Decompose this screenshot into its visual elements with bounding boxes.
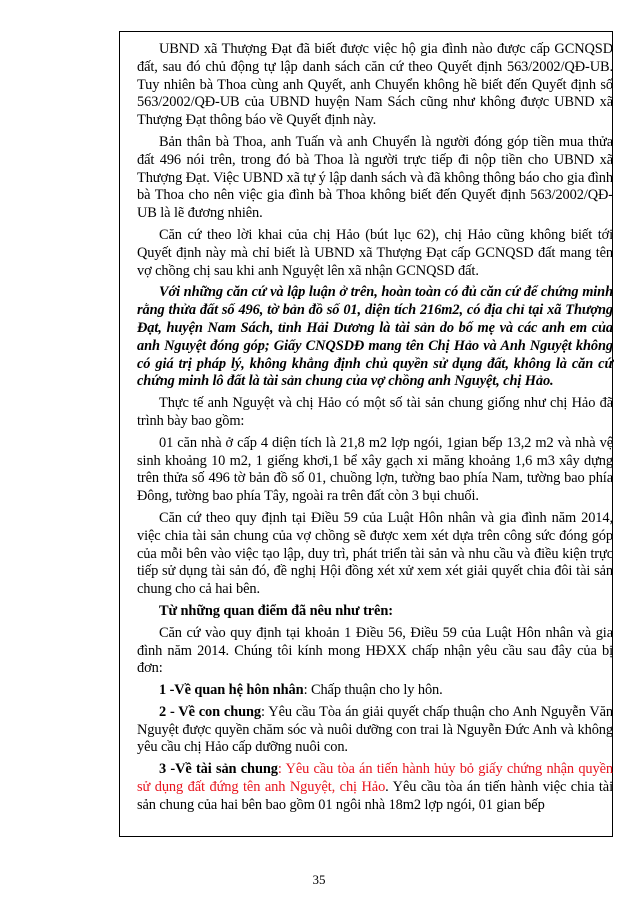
paragraph-common-assets-intro: Thực tế anh Nguyệt và chị Hảo có một số tài sản chung giống như chị Hảo đã trình bày bao gồm:: [137, 395, 613, 429]
child-text: : Yêu cầu Tòa án giải quyết chấp thuận cho Anh Nguyễn Văn Nguyệt được quyền chăm sóc và nuôi dưỡng con trai là Nguyễn Đức Anh và không yêu cầu chị Hảo cấp dưỡng nuôi con.: [137, 703, 613, 756]
assets-red-text: : Yêu cầu tòa án tiến hành hủy bỏ giấy chứng nhận quyền sử dụng đất đứng tên anh Nguyệt, chị Hảo: [137, 761, 613, 796]
paragraph-land-payment: Bản thân bà Thoa, anh Tuấn và anh Chuyển là người đóng góp tiền mua thửa đất 496 nói trên, trong đó bà Thoa là người trực tiếp đi nộp tiền cho UBND xã Thượng Đạt. Việc UBND xã tự ý lập danh sách và đã không thông báo cho gia đình bà Thoa cho nên việc gia đình bà Thoa không biết đến Quyết định 563/2002/QĐ-UB là lẽ đương nhiên.: [137, 133, 613, 222]
assets-text: . Yêu cầu tòa án tiến hành việc chia tài sản chung của hai bên bao gồm 01 ngôi nhà 18m2 lợp ngói, 01 gian bếp: [137, 779, 613, 813]
assets-label: 3 -Về tài sản chung: [159, 761, 278, 778]
child-label: 2 - Về con chung: [159, 703, 262, 720]
paragraph-request-intro: Căn cứ vào quy định tại khoản 1 Điều 56, Điều 59 của Luật Hôn nhân và gia đình năm 2014. Chúng tôi kính mong HĐXX chấp nhận yêu cầu sau đây của bị đơn:: [137, 624, 613, 677]
paragraph-child-request: [137, 704, 613, 757]
paragraph-assets-request: [137, 761, 613, 814]
paragraph-legal-basis: Căn cứ theo quy định tại Điều 59 của Luật Hôn nhân và gia đình năm 2014, việc chia tài sản chung của vợ chồng sẽ được xem xét dựa trên công sức đóng góp của mỗi bên vào việc tạo lập, duy trì, phát triển tài sản và nhu cầu và điều kiện trực tiếp sử dụng tài sản đó, đề nghị Hội đồng xét xử xem xét giải quyết chia đôi tài sản chung cho cả hai bên.: [137, 509, 613, 598]
paragraph-commune-list: UBND xã Thượng Đạt đã biết được việc hộ gia đình nào được cấp GCNQSD đất, sau đó chủ động tự lập danh sách căn cứ theo Quyết định 563/2002/QĐ-UB. Tuy nhiên bà Thoa cùng anh Quyết, anh Chuyển không hề biết đến Quyết định số 563/2002/QĐ-UB của UBND huyện Nam Sách cũng như không được UBND xã Thượng Đạt thông báo về Quyết định này.: [137, 41, 613, 129]
paragraph-assets-list: 01 căn nhà ở cấp 4 diện tích là 21,8 m2 lợp ngói, 1gian bếp 13,2 m2 và nhà vệ sinh khoảng 10 m2, 1 giếng khơi,1 bể xây gạch xi măng khoảng 1,6 m3 xây dựng trên thửa số 496 tờ bản đồ số 01, chuồng lợn, tường bao phía Nam, tường bao phía Đông, tường bao phía Tây, ngoài ra trên đất còn 3 bụi chuối.: [137, 434, 613, 505]
paragraph-marriage-request: [137, 682, 613, 700]
paragraph-heading-viewpoints: Từ những quan điểm đã nêu như trên:: [159, 602, 393, 619]
paragraph-conclusion: Với những căn cứ và lập luận ở trên, hoàn toàn có đủ căn cứ để chứng minh rằng thửa đất số 496, tờ bản đồ số 01, diện tích 216m2, có địa chỉ tại xã Thượng Đạt, huyện Nam Sách, tỉnh Hải Dương là tài sản do bố mẹ và các anh em của anh Nguyệt đóng góp; Giấy CNQSDĐ mang tên Chị Hảo và Anh Nguyệt không có giá trị pháp lý, không khẳng định chủ quyền sử dụng đất, không là căn cứ chứng minh lô đất là tài sản chung của vợ chồng anh Nguyệt, chị Hảo.: [137, 284, 613, 390]
document-body: [137, 41, 613, 819]
marriage-label: 1 -Về quan hệ hôn nhân: [159, 682, 304, 699]
page-number: 35: [312, 872, 326, 887]
paragraph-testimony: Căn cứ theo lời khai của chị Hảo (bút lục 62), chị Hảo cũng không biết tới Quyết định này mà chỉ biết là UBND xã Thượng Đạt cấp GCNQSD đất mang tên vợ chồng chị sau khi anh Nguyệt lên xã nhận GCNQSD đất.: [137, 226, 613, 279]
marriage-text: : Chấp thuận cho ly hôn.: [303, 682, 443, 699]
